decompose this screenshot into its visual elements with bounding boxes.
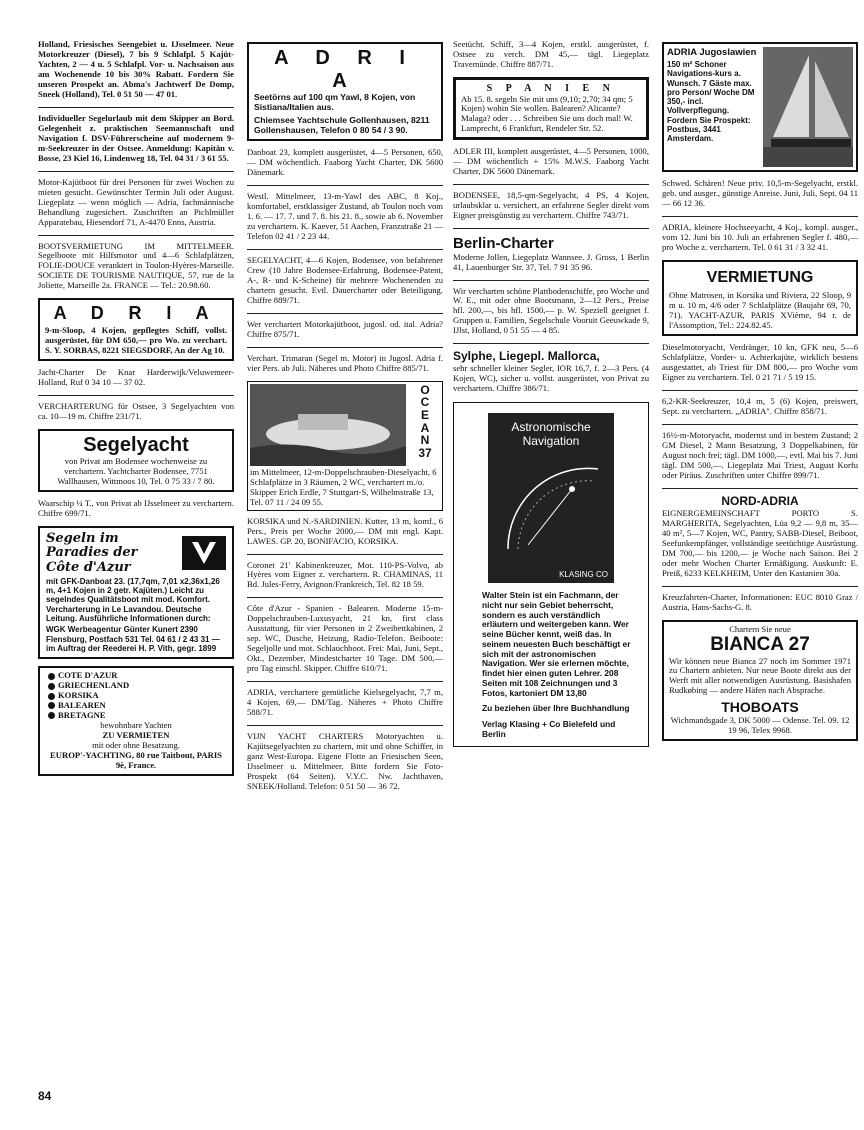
page-number: 84 xyxy=(38,1089,52,1103)
sextant-arc-icon xyxy=(488,449,614,559)
classified-ad: Individueller Segelurlaub mit dem Skipper an Bord. Gelegenheit z. praktischen Seemannschaft und Navigation f. DSV-Führerscheine auf modernem 9-m-Seekreuzer in der Ostsee. Anmeldung: Kapitän v. Bosse, 23 Kiel 16, Lindenweg 18, Tel. 04 31 / 3 61 55. xyxy=(38,112,234,163)
classified-ad: Kreuzfahrten-Charter, Informationen: EUC 8010 Graz / Austria, Hans-Sachs-G. 8. xyxy=(662,591,858,612)
book-cover-title: Navigation xyxy=(522,434,580,449)
classified-ad: 6,2-KR-Seekreuzer, 10,4 m, 5 (6) Kojen, preiswert, Sept. zu verchartern. „ADRIA". Chiffre 858/71. xyxy=(662,396,858,417)
berlin-charter-title: Berlin-Charter xyxy=(453,235,554,253)
segelyacht-title: Segelyacht xyxy=(83,434,189,456)
vermietung-ad-box xyxy=(662,260,858,336)
ocean-37-text: im Mittelmeer, 12-m-Doppelschrauben-Dieselyacht, 6 Schlafplätze in 3 Räumen, 2 WC, verchartert m./o. Skipper Erich Erdle, 7 Stuttgart-S, Wilhelmstraße 13, Tel. 07 11 / 24 09 55. xyxy=(250,466,437,507)
book-publisher-label: KLASING CO xyxy=(559,569,608,579)
classified-ad: 16½-m-Motoryacht, modernst und in bestem Zustand; 2 GM Diesel, 2 Mann Besatzung, 3 Doppelkabinen, für August noch frei; tägl. DM 1000,—, evtl. Mai bis 7. Juni tägl. DM 500,—. Liegeplatz Mai Triest, August Korfu oder Piräus. Zuschriften unter Chiffre 899/71. xyxy=(662,430,858,480)
classified-ad: BODENSEE, 18,5-qm-Segelyacht, 4 PS, 4 Kojen, urlaubsklar u. versichert, an erfahrene Segler direkt vom Eigner preisgünstig zu verchartern. Chiffre 743/71. xyxy=(453,190,649,221)
column-3 xyxy=(453,40,649,747)
adria-title: A D R I A xyxy=(53,303,219,324)
divider xyxy=(662,488,858,489)
spanien-title: S P A N I E N xyxy=(486,82,616,94)
book-ad xyxy=(453,402,649,747)
classified-ad: Danboat 23, komplett ausgerüstet, 4—5 Personen, 650,— DM wöchentlich. Faaborg Yacht Charter, DK 5600 Dänemark. xyxy=(247,147,443,178)
divider xyxy=(662,216,858,217)
adria-text: Seetörns auf 100 qm Yawl, 8 Kojen, von Sistiana/Italien aus. xyxy=(254,92,416,113)
label-letter: 37 xyxy=(418,445,432,460)
column-2 xyxy=(247,40,443,799)
list-label: BRETAGNE xyxy=(58,709,106,720)
classified-ad: Holland, Friesisches Seengebiet u. IJsselmeer. Neue Motorkreuzer (Diesel), 7 bis 9 Schlafpl. 5 Kajüt-Yachten, 2 — 4 u. 5 Schlafpl. Vor- u. Nachsaison aus am Wochenende 10 bis 30% Rabatt. Fordern Sie unseren Prospekt an. Abma's Jachtwerf De Domp, Sneek (Holland), Tel. 0 51 50 — 47 01. xyxy=(38,39,234,99)
classified-ad: ADRIA, verchartere gemütliche Kielsegelyacht, 7,7 m, 4 Kojen, 69,— DM/Tag. Näheres + Photo Chiffre 588/71. xyxy=(247,687,443,718)
list-text: EUROP'-YACHTING, 80 rue Taitbout, PARIS 9è, France. xyxy=(50,749,222,770)
divider xyxy=(247,725,443,726)
divider xyxy=(247,313,443,314)
pennant-flag-icon xyxy=(182,536,226,570)
classified-ad: Seetücht. Schiff, 3—4 Kojen, erstkl. ausgerüstet, f. Ostsee zu verch. DM 45,— tägl. Liegeplatz Travemünde. Chiffre 887/71. xyxy=(453,39,649,69)
boat-illustration-icon xyxy=(250,384,406,466)
column-1 xyxy=(38,40,234,783)
classified-ad: Coronet 21' Kabinenkreuzer, Mot. 110-PS-Volvo, ab Hyères vom Eigner z. verchartern. R. CHAMINAS, 11 Bd. Jules-Ferry, Avignon/Frankreich, Tel. 82 18 59. xyxy=(247,559,443,590)
adria-ad-box xyxy=(247,42,443,141)
sailing-ship-illustration-icon xyxy=(763,47,853,167)
bianca-title: BIANCA 27 xyxy=(710,634,810,656)
segelyacht-ad-box xyxy=(38,429,234,492)
thoboats-text: Wichmandsgade 3, DK 5000 — Odense. Tel. 09. 12 19 96, Telex 9968. xyxy=(670,714,850,735)
cote-azur-ad-box xyxy=(38,526,234,659)
label-letter: C xyxy=(420,395,430,410)
vermietung-title: VERMIETUNG xyxy=(706,268,814,286)
bullet-icon xyxy=(48,673,55,680)
classified-ad: BOOTSVERMIETUNG IM MITTELMEER. Segelboote mit Hilfsmotor und 4—6 Schlafplätzen, FOLIE-DOUCE veranktert in Toulon-Hyères-Marseille. SOCIETE DE TOURISME NAUTIQUE, 57, rue de la Joliette, Marseille 2a. FRANCE — Tel.: 20.98.60. xyxy=(38,240,234,291)
classified-ad: Waarschip ¼ T., von Privat ab IJsselmeer zu verchartern. Chiffre 699/71. xyxy=(38,498,234,519)
schooner-photo xyxy=(763,47,853,167)
adria-jugoslawien-title: ADRIA Jugoslawien xyxy=(667,47,757,58)
divider xyxy=(247,554,443,555)
bianca-text: Wir können neue Bianca 27 noch im Sommer 1971 zu Chartern anbieten. Nur neue Boote direkt aus der Werft mit aller notwendigen Ausrüstung. Basishafen Rudkøbing — andere Häfen nach Absprache. xyxy=(669,655,851,696)
divider xyxy=(38,107,234,108)
divider xyxy=(662,390,858,391)
cote-azur-contact: WGK Werbeagentur Günter Kunert 2390 Flensburg, Postfach 531 Tel. 04 61 / 2 43 31 — im Auftrag der Reederei H. P. Vith, gegr. 1899 xyxy=(46,625,220,653)
divider xyxy=(662,586,858,587)
classified-ad: Moderne Jollen, Liegeplatz Wannsee. J. Gross, 1 Berlin 41, Lauenburger Str. 37, Tel. 7 91 35 96. xyxy=(453,251,649,272)
adria-title: A D R I A xyxy=(274,47,416,93)
classified-ad: SEGELYACHT, 4—6 Kojen, Bodensee, von befahrener Crew (10 Jahre Bodensee-Erfahrung, Bodensee-Patent, A-, R- und K-Scheine) für mehrere Wochenenden zu chartern gesucht. Evtl. Dauercharter oder Beteiligung. Chiffre 889/71. xyxy=(247,255,443,305)
classified-ad: sehr schneller kleiner Segler, IOR 16,7, f. 2—3 Pers. (4 Kojen, WC), sicher u. vollst. ausgerüstet, von Privat zu verchartern. Chiffre 386/71. xyxy=(453,363,649,394)
divider xyxy=(453,343,649,344)
europ-yachting-box xyxy=(38,666,234,776)
book-availability: Zu beziehen über Ihre Buchhandlung xyxy=(482,703,630,714)
classified-ad: Verchart. Trimaran (Segel m. Motor) in Jugosl. Adria f. vier Pers. ab Juli. Näheres und Photo Chiffre 885/71. xyxy=(247,352,443,373)
nord-adria-title: NORD-ADRIA xyxy=(721,493,799,508)
divider xyxy=(247,249,443,250)
classified-ad: Wer verchartert Motorkajütboot, jugosl. od. ital. Adria? Chiffre 875/71. xyxy=(247,318,443,339)
label-letter: N xyxy=(420,433,430,448)
thoboats-title: THOBOATS xyxy=(721,699,799,716)
ocean-37-vertical-label xyxy=(410,384,440,466)
book-cover-title: Astronomische xyxy=(511,420,591,435)
divider xyxy=(38,395,234,396)
column-4 xyxy=(662,40,858,748)
book-description: Walter Stein ist ein Fachmann, der nicht nur sein Gebiet beherrscht, sondern es auch verständlich erläutern und weitergeben kann. Wer seine Bücher kennt, weiß das. In seinem neuesten Buch beschäftigt er sich mit der astronomischen Navigation. Wer sie erlernen möchte, findet hier einen guten Lehrer. 208 Seiten mit 108 Zeichnungen und 3 Fotos, kartoniert DM 13,80 xyxy=(482,590,631,698)
bullet-icon xyxy=(48,712,55,719)
adria-ad-box xyxy=(38,298,234,361)
vermietung-text: Ohne Matrosen, in Korsika und Riviera, 22 Sloop, 9 m u. 10 m, 4/6 oder 7 Schlafplätze (Baujahr 69, 70, 71). YACHT-AZUR, PARIS XVième, 94 r. de l'Assomption, Tel.: 224.82.45. xyxy=(669,290,851,331)
adria-jugoslawien-text: 150 m² Schoner Navigations-kurs a. Wunsch. 7 Gäste max. pro Person/ Woche DM 350,- incl. Vollverpflegung. Fordern Sie Prospekt: Postbus, 3441 Amsterdam. xyxy=(667,60,755,144)
adria-jugoslawien-text-block xyxy=(667,47,759,167)
spanien-text: Ab 15. 8. segeln Sie mit uns (9,10; 2,70; 34 qm; 5 Kojen) wohin Sie wollen. Balearen? Alicante? Malaga? oder . . . Schreiben Sie uns doch mal! W. Lamprecht, 6 Frankfurt, Rendeler Str. 52. xyxy=(461,93,633,134)
bianca-ad-box xyxy=(662,620,858,741)
divider xyxy=(247,185,443,186)
label-letter: O xyxy=(420,382,430,397)
title-line: Côte d'Azur xyxy=(46,559,131,575)
classified-ad: Côte d'Azur - Spanien - Balearen. Moderne 15-m-Doppelschrauben-Luxusyacht, 21 kn, first class Ausstattung, für vier Personen in 2 Zweibettkabinen, 2 sep. WC, Dusche, Heizung, Radio-Telefon. Beiboote: Segeljolle und mot. Schlauchboot. Frei: Mai, Juni, Sept., Okt., Dezember, Mindestcharter 10 Tage. DM 500,— pro Tag einschl. Skipper. Chiffre 610/71. xyxy=(247,603,443,674)
classified-ad: KORSIKA und N.-SARDINIEN. Kutter, 13 m, komf., 6 Pers., Preis per Woche 2000,— DM mit engl. Kapt. LAWES. GP. 20, BONIFACIO, KORSIKA. xyxy=(247,515,443,546)
title-line: Segeln im xyxy=(46,531,119,547)
list-label: BALEAREN xyxy=(58,699,106,710)
label-letter: E xyxy=(420,407,429,422)
v-logo-icon xyxy=(182,536,226,570)
ocean-37-ad xyxy=(247,381,443,511)
classified-ad: VERCHARTERUNG für Ostsee, 3 Segelyachten von ca. 10—19 m. Chiffre 231/71. xyxy=(38,401,234,422)
adria-contact: Chiemsee Yachtschule Gollenhausen, 8211 Gollenshausen, Telefon 0 80 54 / 3 90. xyxy=(254,115,430,136)
classified-ad: Westl. Mittelmeer, 13-m-Yawl des ABC, 8 Koj., komfortabel, erstklassiger Zustand, ab Toulon noch vom 1. 6. — 17. 7. und 7. 8. bis 21. 8., sowie ab 6. November zu verchartern. K. Kaever, 51 Aachen, Franzstraße 21 — Telefon 02 41 / 2 23 44. xyxy=(247,191,443,242)
spanien-ad-box xyxy=(453,77,649,140)
title-line: Paradies der xyxy=(46,545,138,561)
divider xyxy=(38,235,234,236)
classified-ad: EIGNERGEMEINSCHAFT PORTO S. MARGHERITA, Segelyachten, Lüa 9,2 — 9,8 m, 35—40 m², 5—7 Kojen, WC, Pantry, SABB-Diesel, Beiboot, Seefunkempfänger, vollständige seetüchtige Ausrüstung. DM 700,— bis 1200,— je Woche nach Saison. Bei 2 oder mehr Wochen Charter Ermäßigung. Auskunft: E. Preiß, 6233 KELKHEIM, Unter den Kastanien 30a. xyxy=(662,507,858,578)
list-label: GRIECHENLAND xyxy=(58,680,130,691)
classified-ad: Dieselmotoryacht, Verdränger, 10 kn, GFK neu, 5—6 Schlafplätze, Vorder- u. Achterkajüte, wirklich bestens ausgestattet, ab Triest für DM 800,— pro Woche vom Eigner zu verchartern. Tel. 0 21 71 / 5 19 15. xyxy=(662,342,858,383)
list-text: ZU VERMIETEN xyxy=(102,729,170,740)
classified-ad: ADLER III, komplett ausgerüstet, 4—5 Personen, 1000,— DM wöchentlich + 15% M.W.S. Faaborg Yacht Charter, DK 5600 Dänemark. xyxy=(453,146,649,177)
divider xyxy=(662,424,858,425)
list-label: KORSIKA xyxy=(58,689,99,700)
divider xyxy=(453,228,649,229)
divider xyxy=(247,681,443,682)
divider xyxy=(38,171,234,172)
bullet-icon xyxy=(48,702,55,709)
adria-text: 9-m-Sloop, 4 Kojen, gepflegtes Schiff, vollst. ausgerüstet, für DM 650,— pro Wo. zu verchart. S. Y. SORBAS, 8221 SIEGSDORF, An der Ag 10. xyxy=(45,325,227,356)
classified-ad: Schwed. Schären! Neue priv. 10,5-m-Segelyacht, erstkl. geb. und ausger., günstige Anreise. Juni, Juli, Sept. 04 11 — 66 12 36. xyxy=(662,178,858,208)
divider xyxy=(247,597,443,598)
bianca-pre: Chartern Sie neue xyxy=(729,623,791,634)
cote-azur-header xyxy=(46,532,226,575)
cote-azur-title xyxy=(46,532,137,575)
classified-ad: Wir vercharten schöne Plattbodenschiffe, pro Woche und W. E., mit oder ohne Bootsmann, 2—12 Pers., Preise hfl. 200,—, bis hfl. 1500,— p. W. Speziell geeignet f. Gruppen u. Familien, Segelschule Vooruit Geeuwkade 9, IJlst, Holland, 0 51 55 — 4 85. xyxy=(453,285,649,336)
list-text: bewohnbare Yachten xyxy=(100,719,172,730)
bullet-icon xyxy=(48,693,55,700)
cote-azur-text: mit GFK-Danboat 23. (17,7qm, 7,01 x2,36x1,26 m, 4+1 Kojen in 2 getr. Kajüten.) Leicht zu segelndes Qualitätsboot mit mod. Komfort. Vercharterung in Le Lavandou. Deutsche Leitung. Ausführliche Informationen durch: xyxy=(46,576,220,623)
classified-ad: Motor-Kajütboot für drei Personen für zwei Wochen zu mieten gesucht. Gewünschter Termin Juli oder August. Liegeplatz — wenn möglich — Adria, fachmännische Behandlung zugesichert. Zuschriften an Pichlmüller Apparatebau, Hiesendorf 71, A-4470 Enns, Austria. xyxy=(38,176,234,227)
segelyacht-text: von Privat am Bodensee wochenweise zu verchartern. Yachtcharter Bodensee, 7751 Wallhausen, Wittmoos 10, Tel. 0 75 33 / 7 80. xyxy=(57,456,215,487)
divider xyxy=(247,347,443,348)
divider xyxy=(453,280,649,281)
classified-ad: VIJN YACHT CHARTERS Motoryachten u. Kajütsegelyachten zu chartern, mit und ohne Schiffer, in ganz West-Europa. Eigene Flotte an Friesischen Seen, IJsselmeer u. Mittelmeer. Bitte fordern Sie Foto-Prospekt (64 Seiten). V.Y.C. Nw. Jachthaven, SNEEK/Holland. Telefon: 0 51 50 — 36 72. xyxy=(247,731,443,791)
motor-yacht-photo xyxy=(250,384,406,466)
label-letter: A xyxy=(420,420,430,435)
sylphe-title: Sylphe, Liegepl. Mallorca, xyxy=(453,349,600,364)
classified-ad: Jacht-Charter De Knar Harderwijk/Veluwemeer-Holland, Ruf 0 34 10 — 37 02. xyxy=(38,367,234,388)
classified-ad: ADRIA, kleinere Hochseeyacht, 4 Koj., kompl. ausger., vom 12. Juni bis 10. Juli an erfahrenen Segler f. 480,— pro Woche z. verchartern. Tel. 0 61 31 / 3 32 41. xyxy=(662,221,858,252)
list-text: mit oder ohne Besatzung. xyxy=(92,739,180,750)
book-publisher: Verlag Klasing + Co Bielefeld und Berlin xyxy=(482,719,616,739)
bullet-icon xyxy=(48,683,55,690)
book-cover-image xyxy=(488,413,614,583)
adria-jugoslawien-box xyxy=(662,42,858,172)
divider xyxy=(453,184,649,185)
list-label: COTE D'AZUR xyxy=(58,670,118,681)
